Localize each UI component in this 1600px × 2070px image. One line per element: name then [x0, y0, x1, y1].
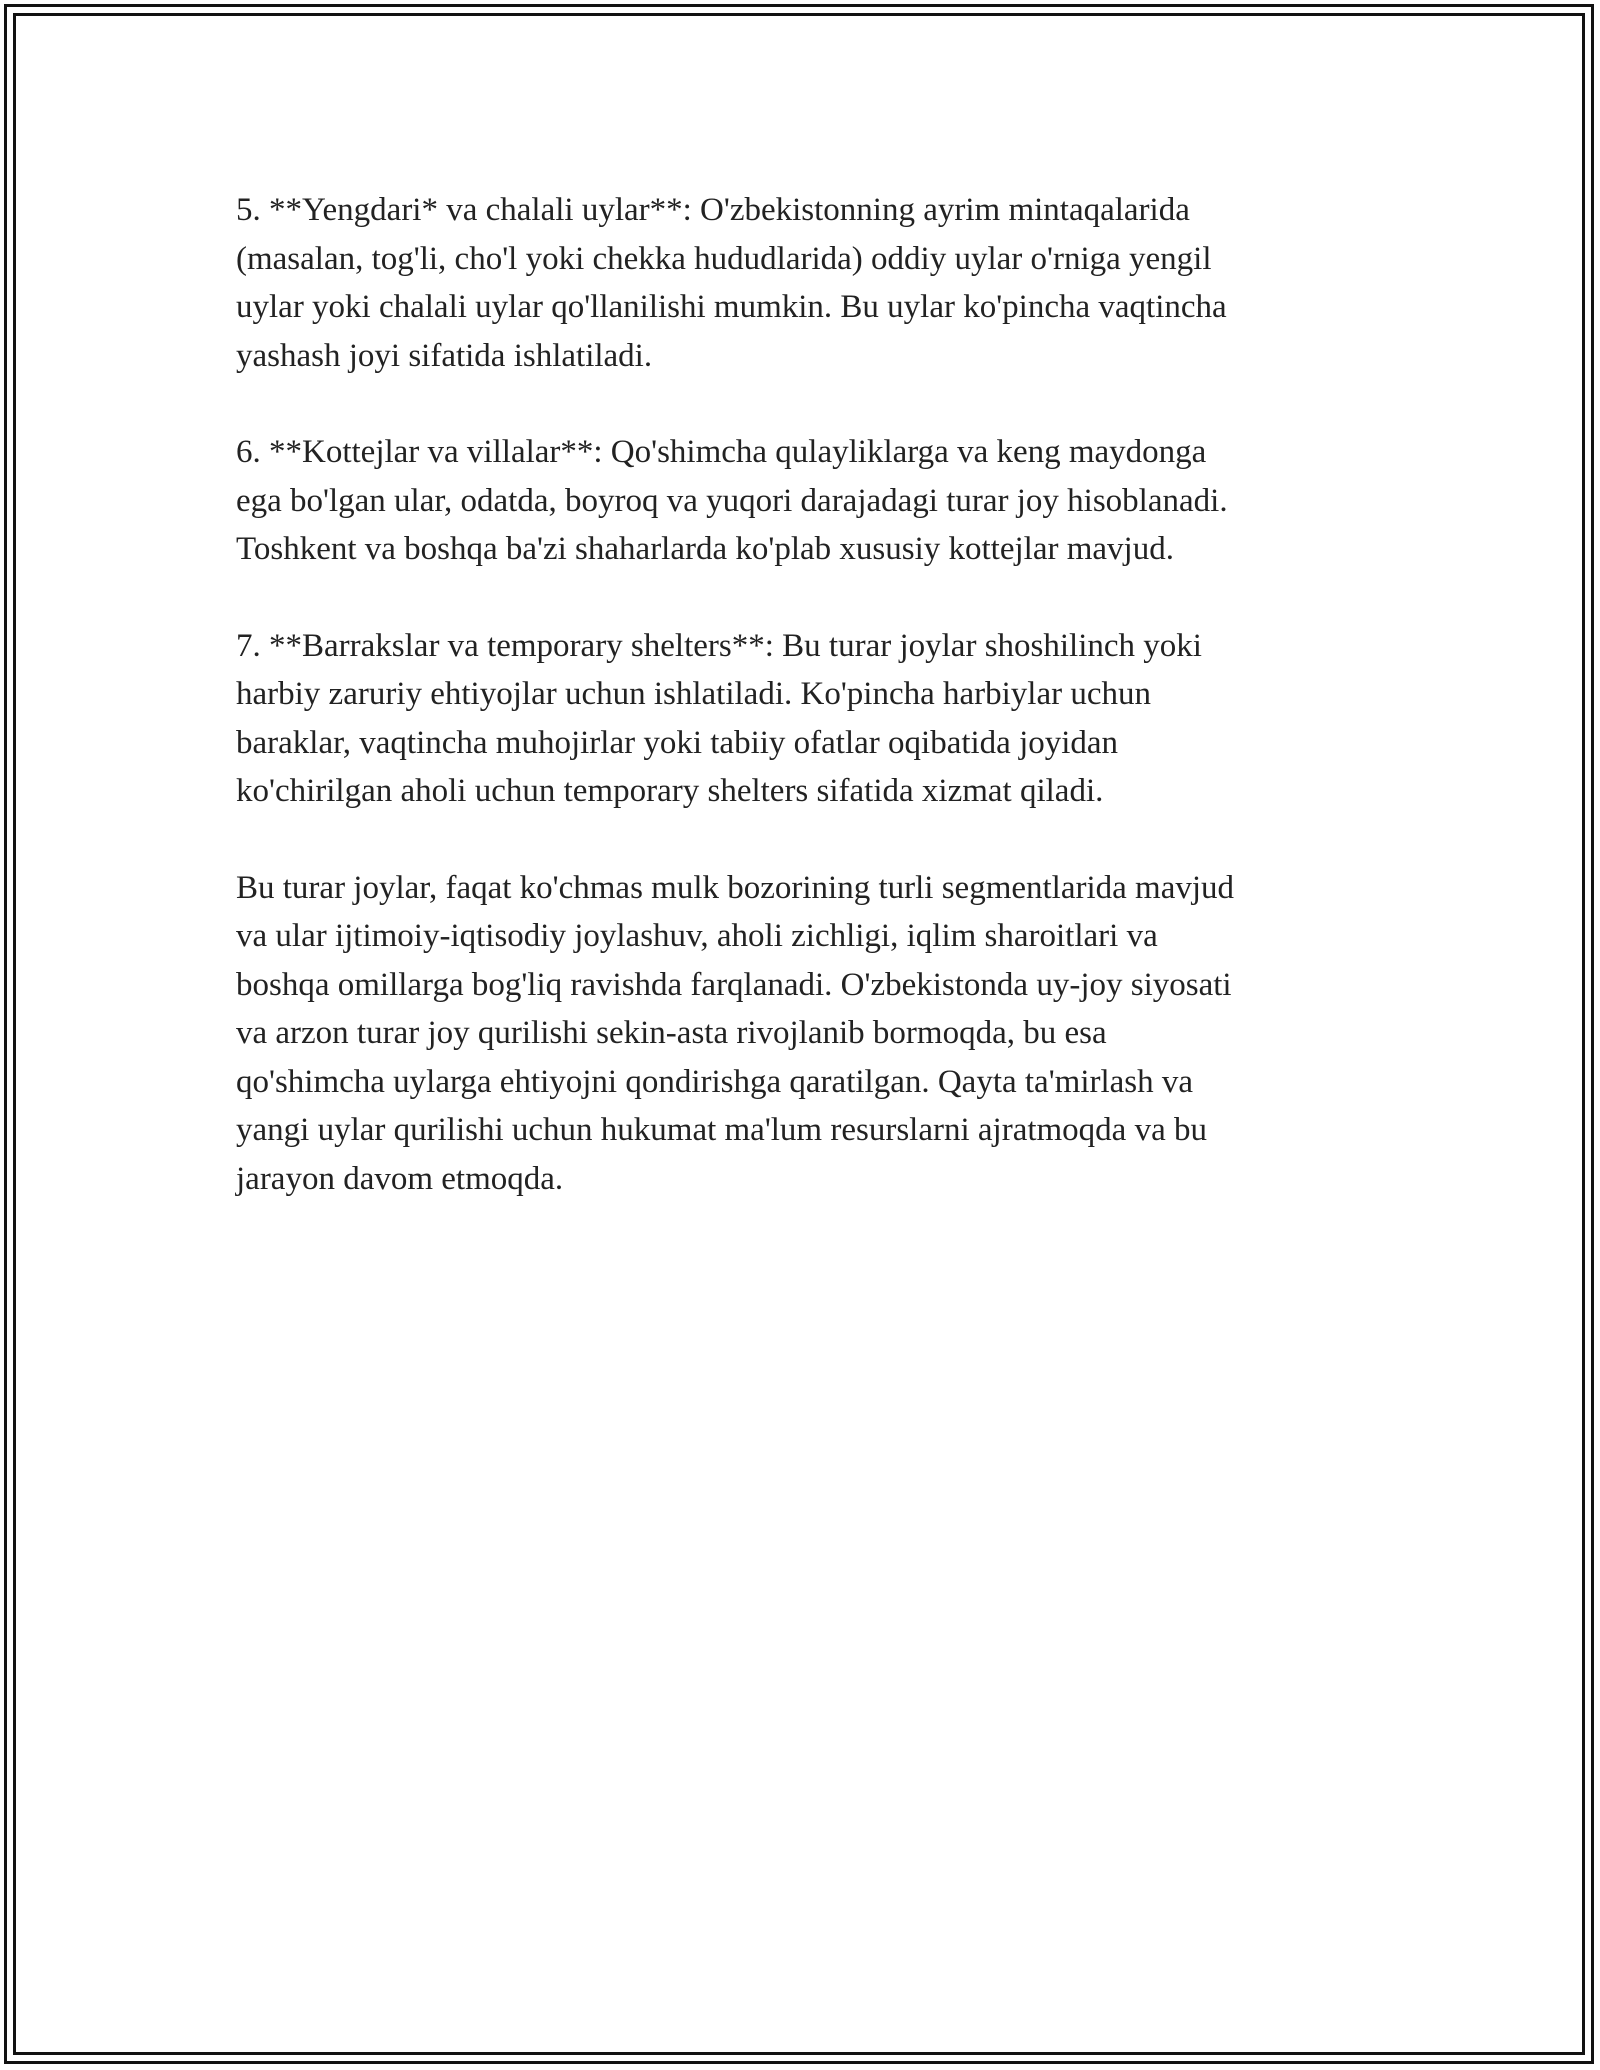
paragraph-item-6: 6. **Kottejlar va villalar**: Qo'shimcha qulayliklarga va keng maydonga ega bo'lgan ular, odatda, boyroq va yuqori darajadagi turar joy hisoblanadi. Toshkent va boshqa ba'zi shaharlarda ko'plab xususiy kottejlar mavjud.	[236, 434, 1228, 567]
paragraph-item-7: 7. **Barrakslar va temporary shelters**: Bu turar joylar shoshilinch yoki harbiy zaruriy ehtiyojlar uchun ishlatiladi. Ko'pincha harbiylar uchun baraklar, vaqtincha muhojirlar yoki tabiiy ofatlar oqibatida joyidan ko'chirilgan aholi uchun temporary shelters sifatida xizmat qiladi.	[236, 627, 1202, 809]
document-body	[236, 186, 1366, 1251]
paragraph-summary: Bu turar joylar, faqat ko'chmas mulk bozorining turli segmentlarida mavjud va ular ijtimoiy-iqtisodiy joylashuv, aholi zichligi, iqlim sharoitlari va boshqa omillarga bog'liq ravishda farqlanadi. O'zbekistonda uy-joy siyosati va arzon turar joy qurilishi sekin-asta rivojlanib bormoqda, bu esa qo'shimcha uylarga ehtiyojni qondirishga qaratilgan. Qayta ta'mirlash va yangi uylar qurilishi uchun hukumat ma'lum resurslarni ajratmoqda va bu jarayon davom etmoqda.	[236, 869, 1235, 1197]
paragraph-item-5: 5. **Yengdari* va chalali uylar**: O'zbekistonning ayrim mintaqalarida (masalan, tog'li, cho'l yoki chekka hududlarida) oddiy uylar o'rniga yengil uylar yoki chalali uylar qo'llanilishi mumkin. Bu uylar ko'pincha vaqtincha yashash joyi sifatida ishlatiladi.	[236, 192, 1227, 374]
